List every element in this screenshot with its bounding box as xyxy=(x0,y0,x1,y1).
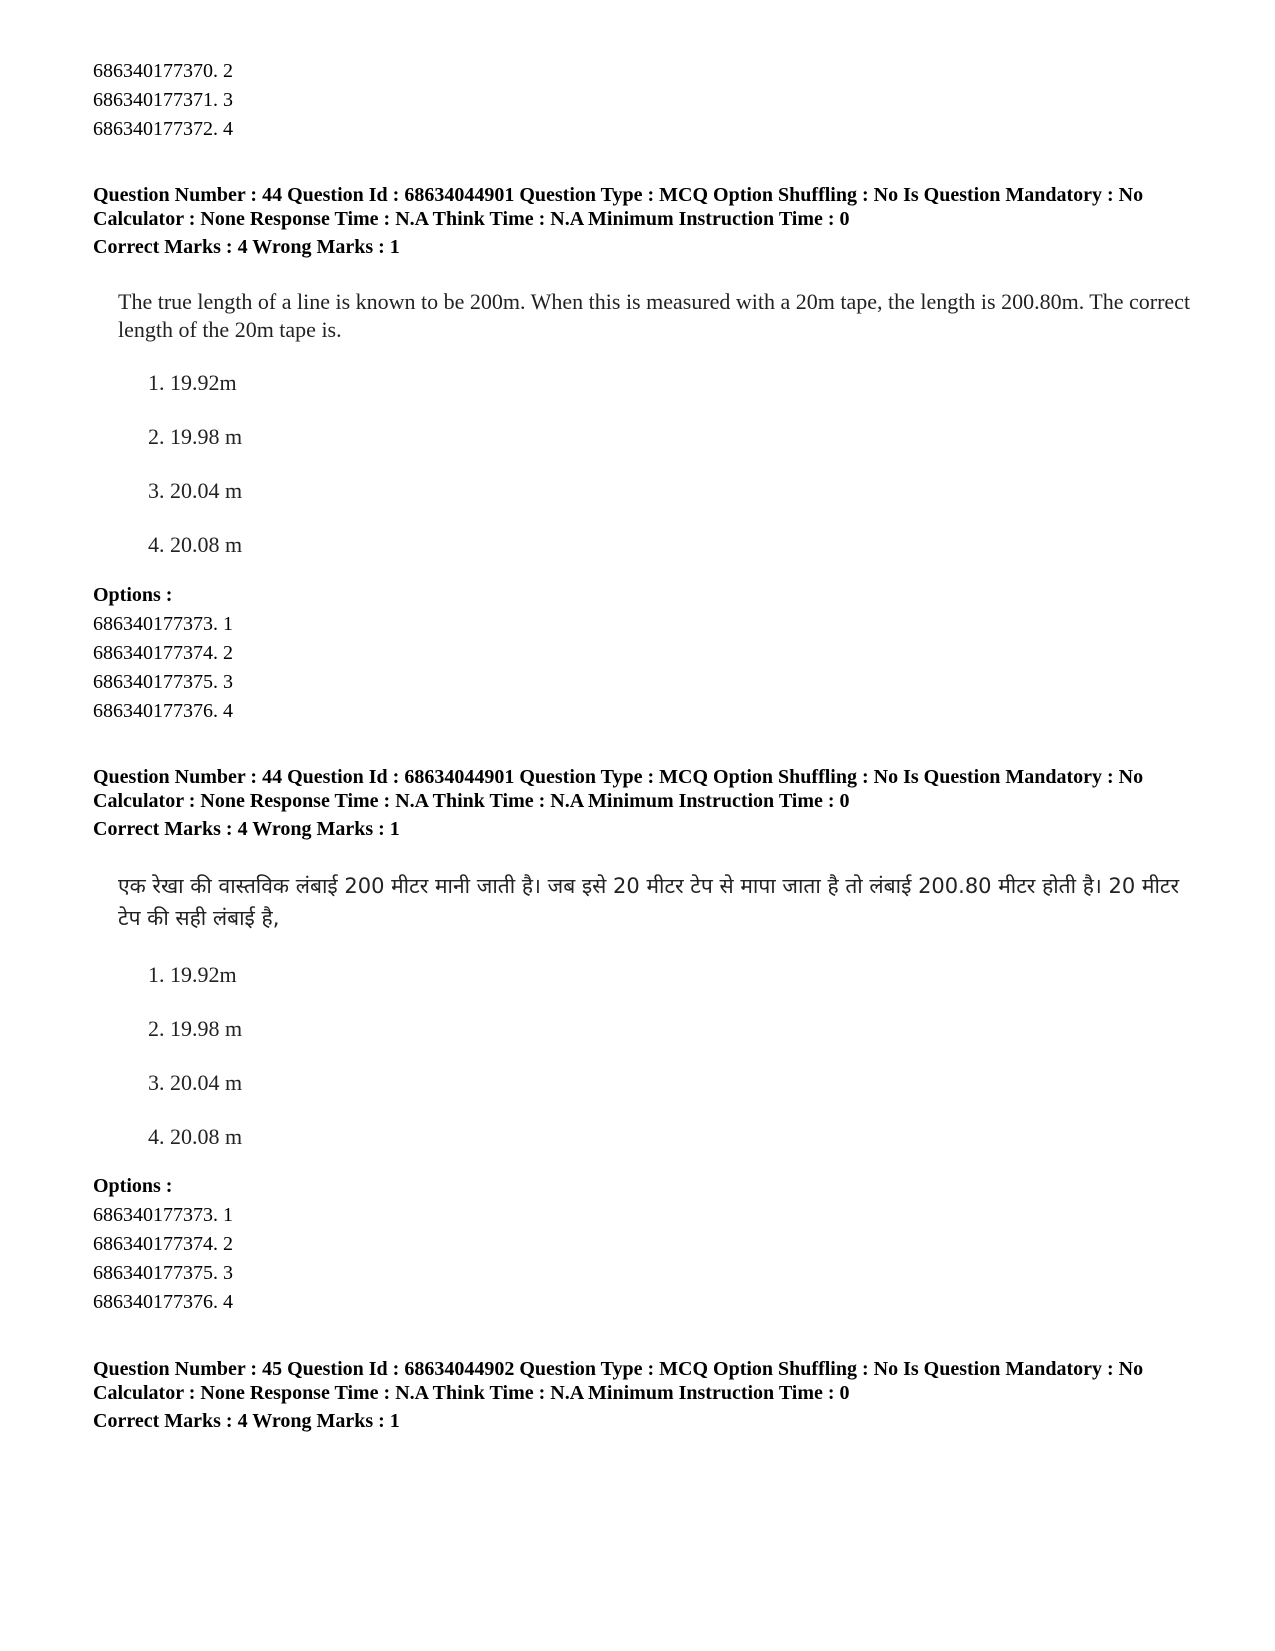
option-line: 686340177374. 2 xyxy=(93,642,233,664)
option-line: 686340177375. 3 xyxy=(93,1262,233,1284)
question-marks: Correct Marks : 4 Wrong Marks : 1 xyxy=(93,1410,400,1432)
option-line: 686340177371. 3 xyxy=(93,89,233,111)
question-header xyxy=(93,1357,1203,1433)
option-line: 686340177373. 1 xyxy=(93,1204,233,1226)
option-line: 686340177376. 4 xyxy=(93,700,233,722)
answer-choice: 2. 19.98 m xyxy=(148,1016,243,1041)
option-line: 686340177372. 4 xyxy=(93,118,233,140)
option-line: 686340177375. 3 xyxy=(93,671,233,693)
question-stem: एक रेखा की वास्तविक लंबाई 200 मीटर मानी जाती है। जब इसे 20 मीटर टेप से मापा जाता है तो लंबाई 200.80 मीटर होती है। 20 मीटर टेप की सही लंबाई है, xyxy=(118,874,1180,930)
answer-choice: 4. 20.08 m xyxy=(148,532,243,557)
question-stem: The true length of a line is known to be 200m. When this is measured with a 20m tape, the length is 200.80m. The correct length of the 20m tape is. xyxy=(118,289,1191,342)
option-line: 686340177373. 1 xyxy=(93,613,233,635)
answer-choice: 1. 19.92m xyxy=(148,962,237,987)
question-header xyxy=(93,183,1203,259)
answer-choice: 3. 20.04 m xyxy=(148,1070,243,1095)
question-marks: Correct Marks : 4 Wrong Marks : 1 xyxy=(93,236,400,258)
answer-choice: 4. 20.08 m xyxy=(148,1124,243,1149)
question-meta: Question Number : 44 Question Id : 68634044901 Question Type : MCQ Option Shuffling : No Is Question Mandatory : No Calculator : None Response Time : N.A Think Time : N.A Minimum Instruction Time : 0 xyxy=(93,766,1144,812)
question-header xyxy=(93,765,1203,841)
options-label: Options : xyxy=(93,1175,173,1197)
options-label: Options : xyxy=(93,584,173,606)
question-meta: Question Number : 45 Question Id : 68634044902 Question Type : MCQ Option Shuffling : No Is Question Mandatory : No Calculator : None Response Time : N.A Think Time : N.A Minimum Instruction Time : 0 xyxy=(93,1358,1144,1404)
option-line: 686340177376. 4 xyxy=(93,1291,233,1313)
option-line: 686340177374. 2 xyxy=(93,1233,233,1255)
answer-choice: 3. 20.04 m xyxy=(148,478,243,503)
question-marks: Correct Marks : 4 Wrong Marks : 1 xyxy=(93,818,400,840)
answer-choice: 2. 19.98 m xyxy=(148,424,243,449)
option-line: 686340177370. 2 xyxy=(93,60,233,82)
question-meta: Question Number : 44 Question Id : 68634044901 Question Type : MCQ Option Shuffling : No Is Question Mandatory : No Calculator : None Response Time : N.A Think Time : N.A Minimum Instruction Time : 0 xyxy=(93,184,1144,230)
answer-choice: 1. 19.92m xyxy=(148,370,237,395)
